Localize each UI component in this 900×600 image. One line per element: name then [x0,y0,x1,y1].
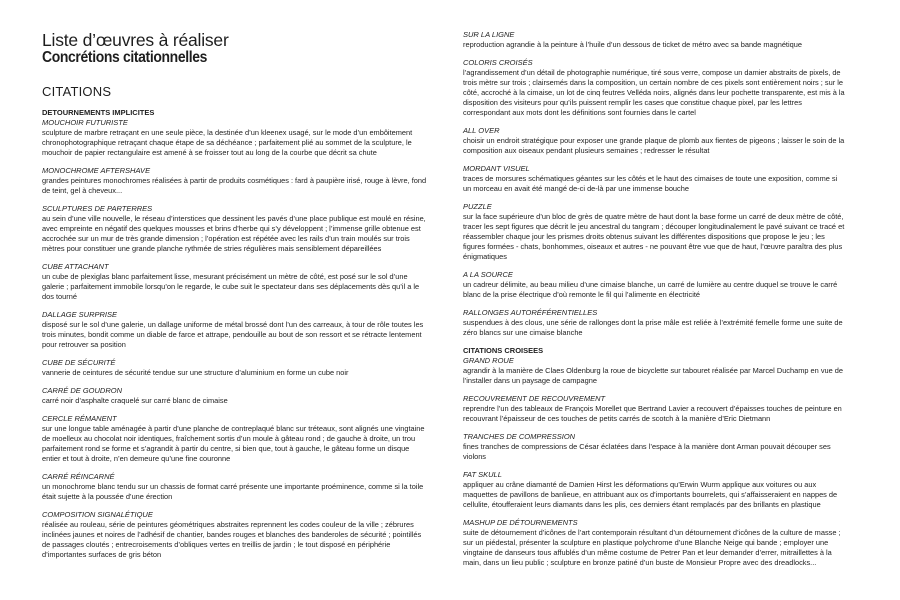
entry-title: PUZZLE [463,202,492,211]
entry [463,58,845,118]
entry-title: GRAND ROUE [463,356,514,365]
entry-title: A LA SOURCE [463,270,513,279]
entry-text: appliquer au crâne diamanté de Damien Hirst les déformations qu’Erwin Wurm applique aux voitures ou aux maquettes de pavillons de banlieue, en attribuant aux os d’importants bourrelets, qui s’affaisseraient en nappes de cellulite, étoufferaient leurs diamants dans les plis, ces derniers étant remplacés par des brillants en plastique [463,480,838,509]
entry-text: reproduction agrandie à la peinture à l’huile d’un dessous de ticket de métro avec sa bande magnétique [463,40,802,49]
entry-title: COLORIS CROISÉS [463,58,533,67]
entry [463,308,845,338]
entry [42,358,427,378]
entry-title: MORDANT VISUEL [463,164,530,173]
left-column [42,108,427,568]
entry [463,432,845,462]
entry [463,270,845,300]
entry-title: CUBE ATTACHANT [42,262,109,271]
entry [42,166,427,196]
entry [463,164,845,194]
entry-text: reprendre l’un des tableaux de François Morellet que Bertrand Lavier a recouvert d’épaisses touches de peinture en recouvrant l’épaisseur de ces touches de petits carrés de scotch à la manière d’Eric Dietmann [463,404,842,423]
entry-text: suite de détournement d’icônes de l’art contemporain résultant d’un détournement d’icônes de la culture de masse ; sur un piédestal, présenter la sculpture en plastique polychrome d’une Blanche Neige qui bande ; employer une vingtaine de danseurs tous affublés d’un même costume de Petrer Pan et leur demander d’errer, mitraillettes à la main, dans un lieu public ; sculpture en bronze patiné d’un buste de Monsieur Propre avec des dreadlocks... [463,528,841,567]
entry-text: agrandir à la manière de Claes Oldenburg la roue de bicyclette sur tabouret réalisée par Marcel Duchamp en vue de l’installer dans un paysage de campagne [463,366,844,385]
entry-title: SUR LA LIGNE [463,30,515,39]
right-entries-b [463,356,845,568]
entry [42,118,427,158]
entry [463,202,845,262]
entry-text: sur la face supérieure d’un bloc de grès de quatre mètre de haut dont la base forme un carré de deux mètre de côté, tracer les sept figures que décrit le jeu ancestral du tangram ; découper longitudinalement le pavé suivant ce tracé et réassembler chaque jour les prismes droits obtenus suivant les différentes dispositions que propose le jeu ; les figures formées - chats, bonhommes, oiseaux et autres - ne pouvant être vue que de haut, l’œuvre paraîtra des plus énigmatiques [463,212,845,261]
entry-title: SCULPTURES DE PARTERRES [42,204,153,213]
entry [463,30,845,50]
entry-text: suspendues à des clous, une série de rallonges dont la prise mâle est reliée à l’extrémité femelle forme une suite de zéro blancs sur une cimaise blanche [463,318,843,337]
entry-title: MONOCHROME AFTERSHAVE [42,166,151,175]
left-entries [42,118,427,560]
entry-text: grandes peintures monochromes réalisées à partir de produits cosmétiques : fard à paupière irisé, rouge à lèvre, fond de teint, gel à cheveux... [42,176,427,195]
entry-title: CUBE DE SÉCURITÉ [42,358,116,367]
entry [42,386,427,406]
right-column [463,30,845,576]
group-title-citations-croisees: CITATIONS CROISEES [463,346,544,355]
entry-text: disposé sur le sol d’une galerie, un dallage uniforme de métal brossé dont l’un des carreaux, à tour de rôle toutes les trois minutes, bondit comme un diable de farce et attrape, pendouille au bout de son ressort et se rétracte lentement pour retrouver sa position [42,320,424,349]
entry-text: au sein d’une ville nouvelle, le réseau d’interstices que dessinent les pavés d’une place publique est moulé en résine, avec empreinte en négatif des quelques mousses et brins d’herbe qui s’y développent ; l’immense grille obtenue est accrochée sur un mur de très grande dimension ; l’opération est répétée avec les rails d’un train moulés sur trois mètres pour constituer une grande planche rythmée de stries régulières mais sensiblement dépareillées [42,214,426,253]
entry [463,470,845,510]
entry-text: réalisée au rouleau, série de peintures géométriques abstraites reprennent les codes couleur de la ville ; zébrures inclinées jaunes et noires de l’adhésif de chantier, bandes rouges et blanches des banderoles de sécurité ; pointillés de passages cloutés ; entrecroisements d’obliques vertes en treillis de jardin ; le tout disposé en périphérie d’importantes surfaces de gris béton [42,520,422,559]
entry-title: ALL OVER [463,126,500,135]
entry-title: MASHUP DE DÉTOURNEMENTS [463,518,578,527]
entry-text: traces de morsures schématiques géantes sur les côtés et le haut des cimaises de toute une exposition, comme si un morceau en avait été mangé de-ci de-là par une immense bouche [463,174,838,193]
group-title: DETOURNEMENTS IMPLICITES [42,108,155,117]
entry [42,310,427,350]
entry-title: DALLAGE SURPRISE [42,310,118,319]
entry-text: fines tranches de compressions de César éclatées dans l’espace à la manière dont Arman pouvait découper ses violons [463,442,831,461]
entry-text: sur une longue table aménagée à partir d’une planche de contreplaqué blanc sur tréteaux, sont alignés une vingtaine de moelleux au chocolat noir identiques, fraîchement sortis d’un moule à gâteau rond ; de gauche à droite, un trou parfaitement rond se forme et s’agrandit à partir du centre, si bien que, tout à gauche, le gâteau forme un disque entier et tout à droite, n’en demeure qu’une fine couronne [42,424,425,463]
entry-title: COMPOSITION SIGNALÉTIQUE [42,510,153,519]
entry-text: l’agrandissement d’un détail de photographie numérique, tiré sous verre, compose un damier abstraits de pixels, de trois mètre sur trois ; clairsemés dans la composition, un certain nombre de ces pixels sont entièrement noirs ; sur le côté, accroché à la cimaise, un lot de cinq feutres Velléda noirs, alignés dans leur pochette transparente, est mis à la disposition des visiteurs pour qu’ils puissent remplir les cases que constitue chaque pixel, par les lettres correspondant aux mots dont les définitions sont fournies dans le cartel [463,68,845,117]
entry-title: CERCLE RÉMANENT [42,414,117,423]
entry-title: RECOUVREMENT DE RECOUVREMENT [463,394,606,403]
entry [42,510,427,560]
entry [42,204,427,254]
entry [463,126,845,156]
entry [463,394,845,424]
section-title: CITATIONS [42,84,112,99]
entry-title: MOUCHOIR FUTURISTE [42,118,128,127]
entry-text: carré noir d’asphalte craquelé sur carré blanc de cimaise [42,396,228,405]
entry [42,472,427,502]
entry-text: un monochrome blanc tendu sur un chassis de format carré présente une importante proéminence, comme si la toile était sujette à la poussée d’une érection [42,482,424,501]
entry-text: un cadreur délimite, au beau milieu d’une cimaise blanche, un carré de lumière au centre duquel se trouve le carré blanc de la prise électrique d’où remonte le fil qui l’alimente en électricité [463,280,838,299]
right-entries-a [463,30,845,338]
entry-text: vannerie de ceintures de sécurité tendue sur une structure d’aluminium en forme un cube noir [42,368,349,377]
entry [463,356,845,386]
doc-title: Liste d’œuvres à réaliser [42,30,229,50]
entry-title: CARRÉ RÉINCARNÉ [42,472,115,481]
entry [42,262,427,302]
entry-text: un cube de plexiglas blanc parfaitement lisse, mesurant précisément un mètre de côté, est posé sur le sol d’une galerie ; parfaitement immobile lorsqu’on le regarde, le cube suit le spectateur dans ses déplacements dès qu’il a le dos tourné [42,272,420,301]
entry-text: choisir un endroit stratégique pour exposer une grande plaque de plomb aux fientes de pigeons ; laisser le soin de la composition aux oiseaux pendant plusieurs semaines ; redresser le résultat [463,136,845,155]
entry-title: CARRÉ DE GOUDRON [42,386,123,395]
entry-title: RALLONGES AUTORÉFÉRENTIELLES [463,308,598,317]
entry-text: sculpture de marbre retraçant en une seule pièce, la destinée d’un kleenex usagé, sur le mode d’un embôitement chronophotographique retraçant chaque étape de sa déchéance ; parfaitement plié au sommet de la sculpture, le mouchoir de papier rectangulaire est amené à se froisser tout au long de la courbe que décrit sa chute [42,128,413,157]
entry-title: FAT SKULL [463,470,502,479]
entry-title: TRANCHES DE COMPRESSION [463,432,576,441]
entry [463,518,845,568]
doc-subtitle: Concrétions citationnelles [42,49,208,66]
entry [42,414,427,464]
